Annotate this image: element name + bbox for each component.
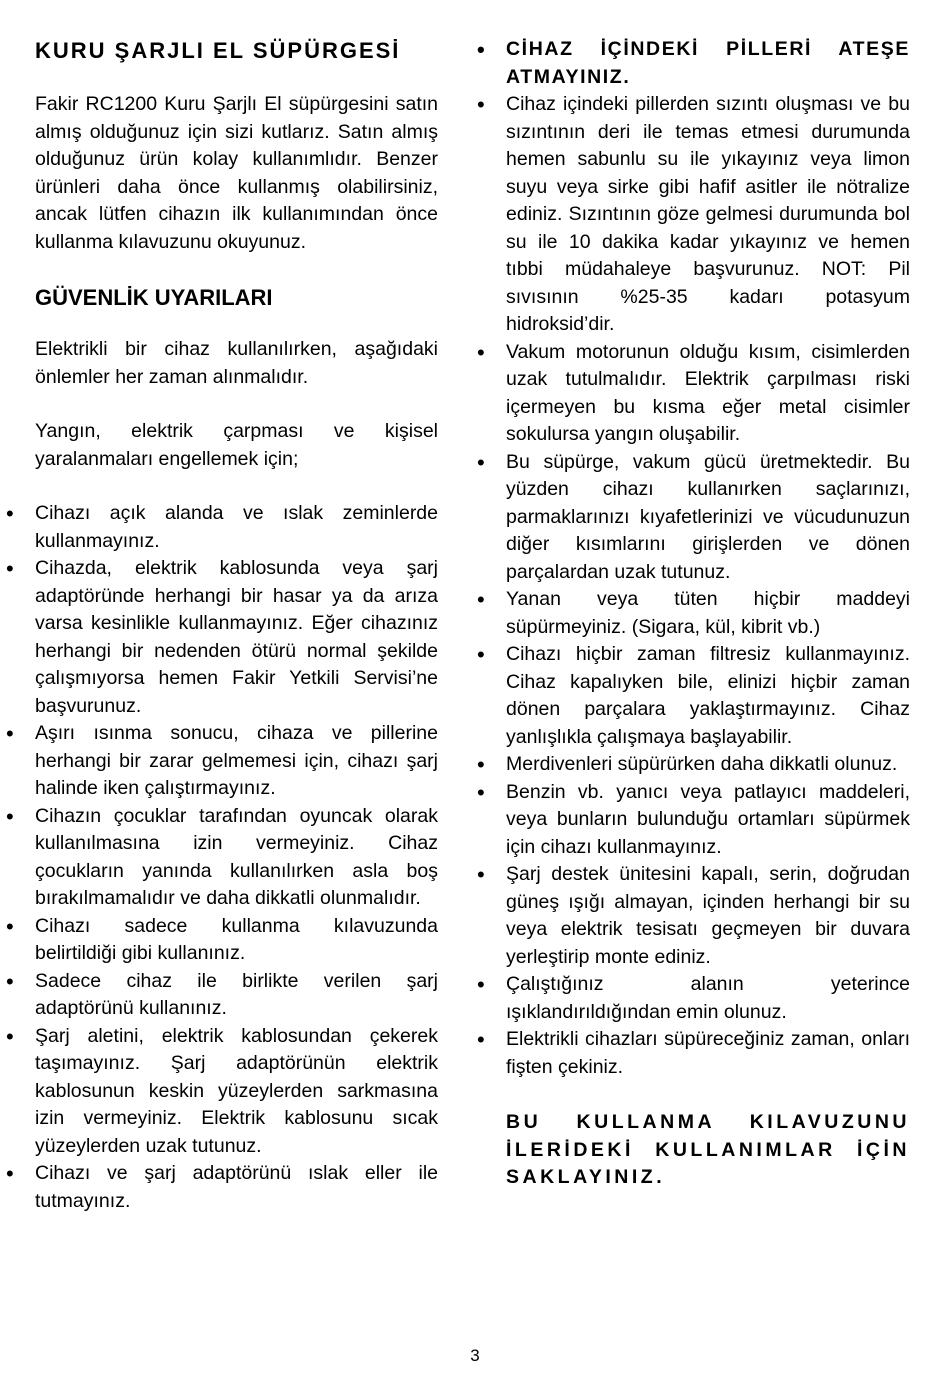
warnings-list-right: [506, 36, 910, 1081]
warning-item: • Merdivenleri süpürürken daha dikkatli olunuz.: [506, 751, 910, 779]
warning-item: • Benzin vb. yanıcı veya patlayıcı maddeleri, veya bunların bulunduğu ortamları süpürmek için cihazı kullanmayınız.: [506, 779, 910, 862]
warning-item: • Sadece cihaz ile birlikte verilen şarj adaptörünü kullanınız.: [35, 968, 438, 1023]
warning-item: • Cihaz içindeki pillerden sızıntı oluşması ve bu sızıntının deri ile temas etmesi durumunda hemen sabunlu su ile yıkayınız veya limon suyu veya sirke gibi hafif asitler ile nötralize ediniz. Sızıntının göze gelmesi durumunda bol su ile 10 dakika kadar yıkayınız ve hemen tıbbi müdahaleye başvurunuz. NOT: Pil sıvısının %25-35 kadarı potasyum hidroksid’dir.: [506, 91, 910, 339]
warning-item: • Cihazı sadece kullanma kılavuzunda belirtildiği gibi kullanınız.: [35, 913, 438, 968]
intro-paragraph: Fakir RC1200 Kuru Şarjlı El süpürgesini satın almış olduğunuz için sizi kutlarız. Satın almış olduğunuz ürün kolay kullanımlıdır. Benzer ürünleri daha önce kullanmış olabilirsiniz, ancak lütfen cihazın ilk kullanımından önce kullanma kılavuzunu okuyunuz.: [35, 93, 438, 253]
document-title: KURU ŞARJLI EL SÜPÜRGESİ: [35, 38, 401, 63]
warning-item: • Cihazda, elektrik kablosunda veya şarj adaptöründe herhangi bir hasar ya da arıza varsa kesinlikle kullanmayınız. Eğer cihazınız herhangi bir nedenden ötürü normal şekilde çalışmıyorsa hemen Fakir Yetkili Servisi’ne başvurunuz.: [35, 555, 438, 720]
warning-item: • Cihazın çocuklar tarafından oyuncak olarak kullanılmasına izin vermeyiniz. Cihaz çocukların yanında kullanılırken asla boş bırakılmamalıdır ve daha dikkatli olunmalıdır.: [35, 803, 438, 913]
warning-item: • Cihazı ve şarj adaptörünü ıslak eller ile tutmayınız.: [35, 1160, 438, 1215]
page-number: 3: [470, 1346, 480, 1365]
battery-fire-warning: • CİHAZ İÇİNDEKİ PİLLERİ ATEŞE ATMAYINIZ.: [506, 36, 910, 91]
safety-intro-2: Yangın, elektrik çarpması ve kişisel yaralanmaları engellemek için;: [35, 420, 438, 470]
closing-note: BU KULLANMA KILAVUZUNU İLERİDEKİ KULLANIMLAR İÇİN SAKLAYINIZ.: [506, 1111, 910, 1188]
warning-item: • Elektrikli cihazları süpüreceğiniz zaman, onları fişten çekiniz.: [506, 1026, 910, 1081]
warnings-list-left: [35, 500, 438, 1215]
warning-item: • Yanan veya tüten hiçbir maddeyi süpürmeyiniz. (Sigara, kül, kibrit vb.): [506, 586, 910, 641]
left-column: [35, 36, 438, 1215]
warning-item: • Bu süpürge, vakum gücü üretmektedir. Bu yüzden cihazı kullanırken saçlarınızı, parmaklarınızı kıyafetlerinizi ve vücudunuzun diğer kısımlarını girişlerden ve dönen parçalardan uzak tutunuz.: [506, 449, 910, 587]
warning-item: • Cihazı açık alanda ve ıslak zeminlerde kullanmayınız.: [35, 500, 438, 555]
warning-item: • Çalıştığınız alanın yeterince ışıklandırıldığından emin olunuz.: [506, 971, 910, 1026]
warning-item: • Aşırı ısınma sonucu, cihaza ve pillerine herhangi bir zarar gelmemesi için, cihazı şarj halinde iken çalıştırmayınız.: [35, 720, 438, 803]
warning-item: • Şarj destek ünitesini kapalı, serin, doğrudan güneş ışığı almayan, içinden herhangi bir su veya elektrik tesisatı geçmeyen bir duvara yerleştirip monte ediniz.: [506, 861, 910, 971]
right-column: [506, 36, 910, 1192]
safety-intro-1: Elektrikli bir cihaz kullanılırken, aşağıdaki önlemler her zaman alınmalıdır.: [35, 338, 438, 388]
safety-heading: GÜVENLİK UYARILARI: [35, 285, 273, 310]
warning-item: • Şarj aletini, elektrik kablosundan çekerek taşımayınız. Şarj adaptörünün elektrik kablosunun keskin yüzeylerden sarkmasına izin vermeyiniz. Elektrik kablosunu sıcak yüzeylerden uzak tutunuz.: [35, 1023, 438, 1161]
warning-item: • Vakum motorunun olduğu kısım, cisimlerden uzak tutulmalıdır. Elektrik çarpılması riski içermeyen bu kısma eğer metal cisimler sokulursa yangın oluşabilir.: [506, 339, 910, 449]
warning-item: • Cihazı hiçbir zaman filtresiz kullanmayınız. Cihaz kapalıyken bile, elinizi hiçbir zaman dönen parçalara yaklaştırmayınız. Cihaz yanlışlıkla çalışmaya başlayabilir.: [506, 641, 910, 751]
